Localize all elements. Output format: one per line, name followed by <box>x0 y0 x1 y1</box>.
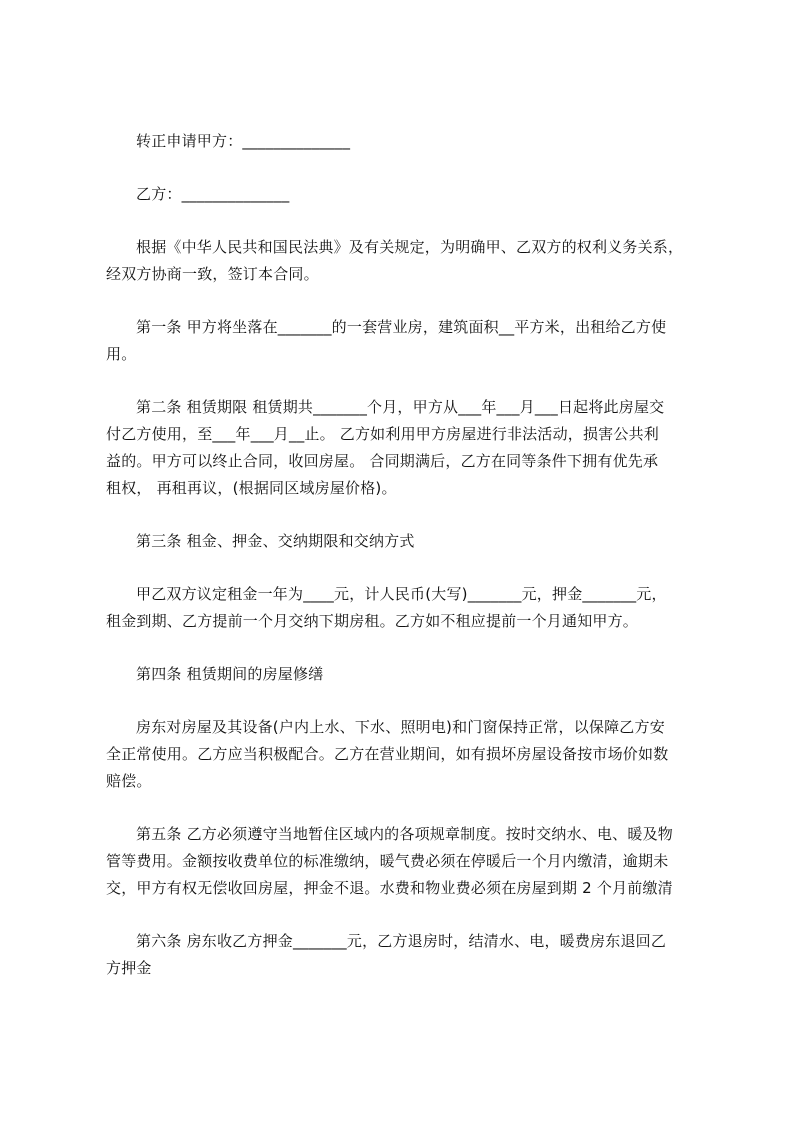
article3-line-2: 租金到期、乙方提前一个月交纳下期房租。乙方如不租应提前一个月通知甲方。 <box>106 612 639 630</box>
article3-line-1: 甲乙双方议定租金一年为____元，计人民币(大写)_______元，押金_______元， <box>136 585 667 603</box>
article3-title: 第三条 租金、押金、交纳期限和交纳方式 <box>136 532 415 550</box>
article4-line-2: 全正常使用。乙方应当积极配合。乙方在营业期间，如有损坏房屋设备按市场价如数 <box>106 745 669 763</box>
article5-line-2: 管等费用。金额按收费单位的标准缴纳，暖气费必须在停暖后一个月内缴清，逾期未 <box>106 852 669 870</box>
article1-line-2: 用。 <box>106 345 137 363</box>
header-party-a: 转正申请甲方：______________ <box>136 132 351 150</box>
header-party-b: 乙方：______________ <box>136 185 290 203</box>
article4-line-1: 房东对房屋及其设备(户内上水、下水、照明电)和门窗保持正常，以保障乙方安 <box>136 718 665 736</box>
article2-line-4: 租权， 再租再议，(根据同区域房屋价格)。 <box>106 479 397 497</box>
article2-line-1: 第二条 租赁期限 租赁期共_______个月，甲方从___年___月___日起将此房屋交 <box>136 398 665 416</box>
intro-line-2: 经双方协商一致，签订本合同。 <box>106 265 319 283</box>
article6-line-1: 第六条 房东收乙方押金_______元，乙方退房时，结清水、电，暖费房东退回乙 <box>136 932 667 950</box>
article2-line-3: 益的。甲方可以终止合同，收回房屋。 合同期满后，乙方在同等条件下拥有优先承 <box>106 452 659 470</box>
article5-line-1: 第五条 乙方必须遵守当地暂住区域内的各项规章制度。按时交纳水、电、暖及物 <box>136 825 673 843</box>
article1-line-1: 第一条 甲方将坐落在_______的一套营业房，建筑面积__平方米，出租给乙方使 <box>136 318 667 336</box>
article5-line-3: 交，甲方有权无偿收回房屋，押金不退。水费和物业费必须在房屋到期 2 个月前缴清 <box>106 879 673 897</box>
article2-line-2: 付乙方使用，至___年___月__止。 乙方如利用甲方房屋进行非法活动，损害公共利 <box>106 425 659 443</box>
article4-line-3: 赔偿。 <box>106 772 152 790</box>
article6-line-2: 方押金 <box>106 959 152 977</box>
intro-line-1: 根据《中华人民共和国民法典》及有关规定，为明确甲、乙双方的权利义务关系， <box>136 238 684 256</box>
article4-title: 第四条 租赁期间的房屋修缮 <box>136 665 324 683</box>
